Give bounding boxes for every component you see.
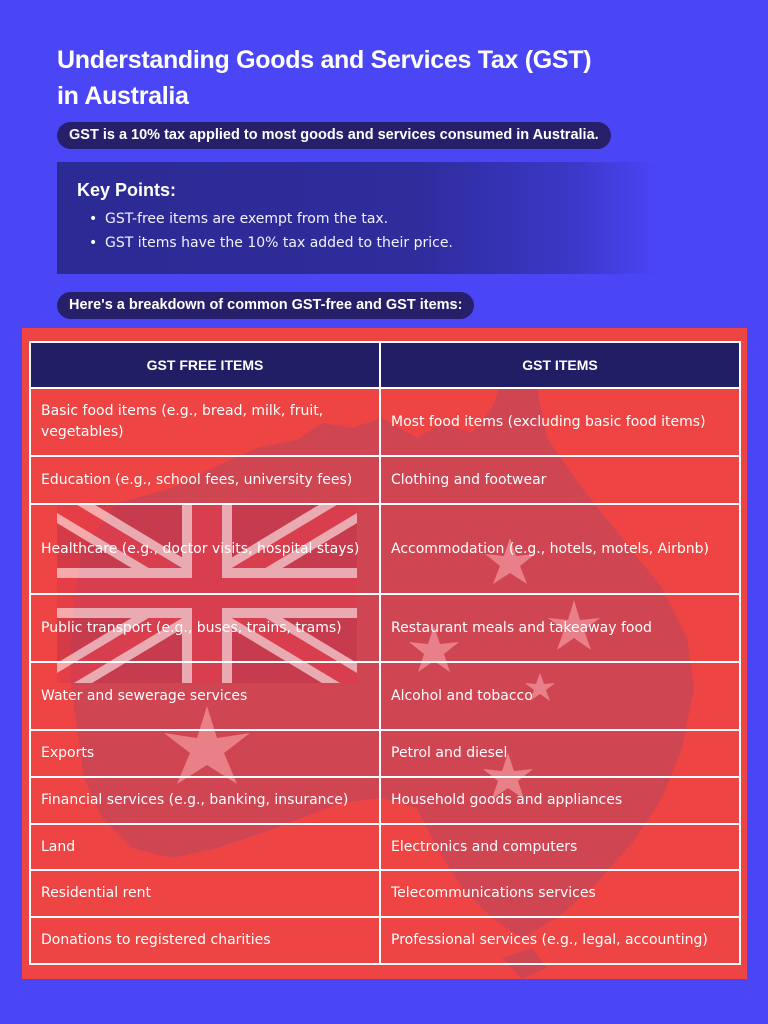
table-row — [30, 388, 740, 456]
key-point-item: • GST-free items are exempt from the tax. — [105, 207, 637, 231]
gst-free-item: Donations to registered charities — [30, 917, 380, 964]
gst-free-item: Land — [30, 824, 380, 870]
gst-free-column-header: GST FREE ITEMS — [30, 342, 380, 388]
key-point-item: • GST items have the 10% tax added to their price. — [105, 231, 637, 255]
table-row — [30, 917, 740, 964]
gst-free-item: Public transport (e.g., buses, trains, trams) — [30, 594, 380, 662]
gst-item: Petrol and diesel — [380, 730, 740, 777]
gst-item: Professional services (e.g., legal, accounting) — [380, 917, 740, 964]
gst-item: Clothing and footwear — [380, 456, 740, 504]
table-row — [30, 777, 740, 824]
breakdown-label: Here's a breakdown of common GST-free and GST items: — [57, 292, 474, 319]
gst-item: Restaurant meals and takeaway food — [380, 594, 740, 662]
table-row — [30, 824, 740, 870]
table-row — [30, 662, 740, 730]
gst-table-panel — [22, 328, 747, 979]
gst-items-table — [29, 341, 741, 965]
gst-free-item: Healthcare (e.g., doctor visits, hospital stays) — [30, 504, 380, 594]
gst-item: Electronics and computers — [380, 824, 740, 870]
gst-item: Telecommunications services — [380, 870, 740, 917]
table-row — [30, 504, 740, 594]
gst-free-item: Residential rent — [30, 870, 380, 917]
table-row — [30, 456, 740, 504]
table-row — [30, 594, 740, 662]
gst-item: Most food items (excluding basic food items) — [380, 388, 740, 456]
gst-free-item: Financial services (e.g., banking, insurance) — [30, 777, 380, 824]
table-row — [30, 870, 740, 917]
key-points-title: Key Points: — [77, 180, 177, 200]
table-header-row — [30, 342, 740, 388]
page-title-line-2: in Australia — [57, 82, 189, 110]
gst-item: Accommodation (e.g., hotels, motels, Airbnb) — [380, 504, 740, 594]
page-title — [57, 42, 677, 114]
gst-free-item: Exports — [30, 730, 380, 777]
gst-free-item: Basic food items (e.g., bread, milk, fruit, vegetables) — [30, 388, 380, 456]
page-title-line-1: Understanding Goods and Services Tax (GST) — [57, 46, 592, 74]
gst-item: Alcohol and tobacco — [380, 662, 740, 730]
key-points-box — [57, 162, 657, 274]
gst-free-item: Education (e.g., school fees, university fees) — [30, 456, 380, 504]
gst-free-item: Water and sewerage services — [30, 662, 380, 730]
key-points-list — [77, 207, 637, 255]
table-row — [30, 730, 740, 777]
intro-banner: GST is a 10% tax applied to most goods and services consumed in Australia. — [57, 122, 611, 149]
gst-item: Household goods and appliances — [380, 777, 740, 824]
gst-column-header: GST ITEMS — [380, 342, 740, 388]
